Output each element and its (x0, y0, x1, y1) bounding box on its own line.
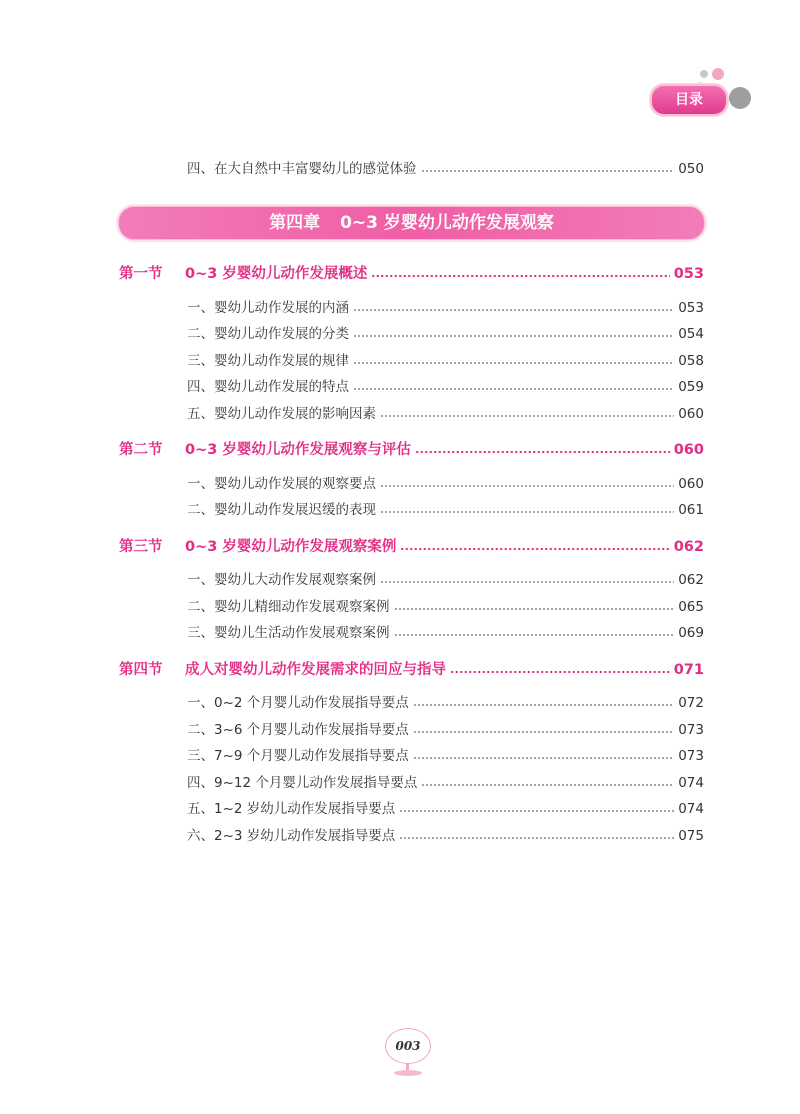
leader-dots (413, 722, 674, 734)
leader-dots (353, 300, 674, 312)
toc-entry[interactable] (187, 296, 704, 316)
section-number: 第二节 (119, 442, 163, 458)
section-page: 053 (673, 266, 704, 282)
leader-dots (380, 572, 674, 584)
toc-entry-label: 一、婴幼儿动作发展的观察要点 (187, 476, 376, 492)
toc-entry-page: 059 (678, 379, 704, 395)
leader-dots (394, 599, 675, 611)
toc-entry-page: 073 (678, 748, 704, 764)
leader-dots (371, 266, 669, 278)
section-title: 0~3 岁婴幼儿动作发展观察与评估 (185, 442, 411, 458)
toc-entry-page: 054 (678, 326, 704, 342)
toc-entry-label: 三、婴幼儿生活动作发展观察案例 (187, 625, 390, 641)
toc-entry-label: 四、9~12 个月婴儿动作发展指导要点 (187, 775, 418, 791)
leader-dots (413, 695, 674, 707)
toc-entry-page: 065 (678, 599, 704, 615)
toc-entry-page: 061 (678, 502, 704, 518)
toc-entry[interactable] (187, 157, 704, 177)
section-number: 第一节 (119, 266, 163, 282)
page-number (385, 1028, 431, 1080)
toc-entry-page: 060 (678, 406, 704, 422)
toc-entry-page: 074 (678, 775, 704, 791)
toc-entry[interactable] (187, 472, 704, 492)
section-title: 成人对婴幼儿动作发展需求的回应与指导 (185, 662, 446, 678)
toc-entry[interactable] (187, 744, 704, 764)
toc-entry-label: 四、在大自然中丰富婴幼儿的感觉体验 (187, 161, 417, 177)
page-number-label: 003 (385, 1028, 431, 1064)
toc-entry-page: 060 (678, 476, 704, 492)
toc-entry-label: 二、婴幼儿动作发展的分类 (187, 326, 349, 342)
toc-entry-label: 六、2~3 岁幼儿动作发展指导要点 (187, 828, 396, 844)
toc-entry-label: 五、1~2 岁幼儿动作发展指导要点 (187, 801, 396, 817)
toc-entry-label: 三、7~9 个月婴儿动作发展指导要点 (187, 748, 409, 764)
toc-entry-label: 一、婴幼儿大动作发展观察案例 (187, 572, 376, 588)
toc-entry[interactable] (187, 691, 704, 711)
toc-entry[interactable] (187, 621, 704, 641)
leader-dots (415, 442, 670, 454)
toc-entry[interactable] (187, 595, 704, 615)
toc-entry-page: 075 (678, 828, 704, 844)
toc-entry-label: 一、婴幼儿动作发展的内涵 (187, 300, 349, 316)
toc-entry-label: 二、3~6 个月婴儿动作发展指导要点 (187, 722, 409, 738)
page-number-stem (406, 1063, 409, 1070)
leader-dots (421, 775, 674, 787)
toc-badge-label: 目录 (650, 84, 728, 116)
toc-entry-page: 058 (678, 353, 704, 369)
section-page: 060 (673, 442, 704, 458)
page-number-base (394, 1070, 422, 1076)
decor-dot (729, 87, 751, 109)
toc-entry[interactable] (187, 402, 704, 422)
toc-entry-page: 069 (678, 625, 704, 641)
toc-entry[interactable] (187, 375, 704, 395)
toc-entry[interactable] (187, 771, 704, 791)
toc-entry[interactable] (187, 349, 704, 369)
decor-dot (700, 70, 708, 78)
toc-entry-label: 四、婴幼儿动作发展的特点 (187, 379, 349, 395)
leader-dots (399, 828, 674, 840)
leader-dots (413, 748, 674, 760)
section-page: 071 (673, 662, 704, 678)
leader-dots (380, 502, 674, 514)
chapter-number: 第四章 (269, 213, 321, 233)
chapter-title: 0~3 岁婴幼儿动作发展观察 (340, 213, 554, 233)
toc-entry-page: 062 (678, 572, 704, 588)
leader-dots (400, 539, 669, 551)
chapter-banner[interactable] (118, 206, 705, 240)
leader-dots (353, 326, 674, 338)
toc-entry[interactable] (187, 498, 704, 518)
toc-entry-page: 050 (678, 161, 704, 177)
toc-entry-page: 074 (678, 801, 704, 817)
leader-dots (450, 662, 670, 674)
toc-entry-label: 一、0~2 个月婴儿动作发展指导要点 (187, 695, 409, 711)
leader-dots (353, 379, 674, 391)
section-number: 第四节 (119, 662, 163, 678)
toc-entry-label: 二、婴幼儿动作发展迟缓的表现 (187, 502, 376, 518)
toc-entry[interactable] (187, 322, 704, 342)
leader-dots (353, 353, 674, 365)
section-page: 062 (673, 539, 704, 555)
toc-entry-label: 二、婴幼儿精细动作发展观察案例 (187, 599, 390, 615)
toc-entry-page: 072 (678, 695, 704, 711)
toc-entry-label: 五、婴幼儿动作发展的影响因素 (187, 406, 376, 422)
toc-badge (640, 66, 755, 126)
toc-entry-page: 073 (678, 722, 704, 738)
section-heading[interactable] (119, 438, 704, 459)
leader-dots (380, 476, 674, 488)
toc-entry-label: 三、婴幼儿动作发展的规律 (187, 353, 349, 369)
toc-entry[interactable] (187, 718, 704, 738)
section-number: 第三节 (119, 539, 163, 555)
leader-dots (380, 406, 674, 418)
section-heading[interactable] (119, 535, 704, 556)
leader-dots (399, 801, 674, 813)
leader-dots (394, 625, 675, 637)
section-title: 0~3 岁婴幼儿动作发展概述 (185, 266, 368, 282)
toc-entry[interactable] (187, 824, 704, 844)
toc-entry[interactable] (187, 797, 704, 817)
decor-dot (712, 68, 724, 80)
section-heading[interactable] (119, 262, 704, 283)
leader-dots (421, 161, 675, 173)
section-title: 0~3 岁婴幼儿动作发展观察案例 (185, 539, 397, 555)
toc-entry[interactable] (187, 568, 704, 588)
toc-entry-page: 053 (678, 300, 704, 316)
section-heading[interactable] (119, 658, 704, 679)
